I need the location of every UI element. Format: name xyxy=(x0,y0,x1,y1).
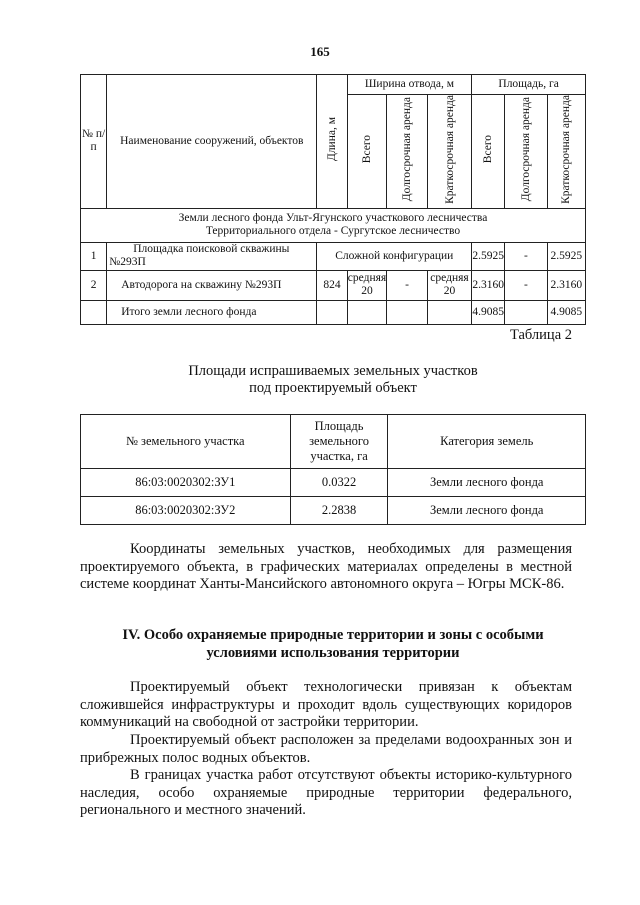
header-width-total: Всего xyxy=(347,95,387,209)
section-title: Земли лесного фонда Ульт-Ягунского участкового лесничества Территориального отдела - Сургутское лесничество xyxy=(81,208,586,242)
row-name: Площадка поисковой скважины №293П xyxy=(107,242,317,270)
header-width-group: Ширина отвода, м xyxy=(347,75,472,95)
header-name: Наименование сооружений, объектов xyxy=(107,75,317,209)
table2-caption: Таблица 2 xyxy=(509,327,572,343)
header-parcel: № земельного участка xyxy=(81,415,291,469)
section-iv-title-line2: условиями использования территории xyxy=(206,645,460,661)
width-merged: Сложной конфигурации xyxy=(317,242,472,270)
header-width-long: Долгосрочная аренда xyxy=(387,95,427,209)
section-iv-title-line1: IV. Особо охраняемые природные территории и зоны с особыми xyxy=(122,627,544,643)
header-category: Категория земель xyxy=(388,415,586,469)
table-row: 86:03:0020302:ЗУ2 2.2838 Земли лесного фонда xyxy=(81,497,586,525)
row-name: Автодорога на скважину №293П xyxy=(107,270,317,300)
table2-title-line1: Площади испрашиваемых земельных участков xyxy=(188,363,478,379)
table-row: 86:03:0020302:ЗУ1 0.0322 Земли лесного фонда xyxy=(81,469,586,497)
header-area-total: Всего xyxy=(472,95,505,209)
page-number: 165 xyxy=(310,44,330,59)
header-area: Площадь земельного участка, га xyxy=(290,415,388,469)
header-area-long: Долгосрочная аренда xyxy=(505,95,547,209)
header-area-short: Краткосрочная аренда xyxy=(547,95,585,209)
land-parcels-table xyxy=(80,414,586,525)
header-num: № п/п xyxy=(81,75,107,209)
coordinates-paragraph: Координаты земельных участков, необходимых для размещения проектируемого объекта, в графических материалах определены в местной системе координат Ханты-Мансийского автономного округа – Югры МСК-86. xyxy=(80,541,572,592)
header-length: Длина, м xyxy=(317,75,347,209)
table-row: 2 Автодорога на скважину №293П 824 средняя 20 - средняя 20 2.3160 - 2.3160 xyxy=(81,270,586,300)
table2-title-line2: под проектируемый объект xyxy=(249,380,417,396)
forest-land-table xyxy=(80,74,586,325)
section-iv-paragraph-3: В границах участка работ отсутствуют объекты историко-культурного наследия, особо охраняемые природные территории федерального, регионального и местного значений. xyxy=(80,767,572,818)
section-iv-paragraph-2: Проектируемый объект расположен за пределами водоохранных зон и прибрежных полос водных объектов. xyxy=(80,732,572,766)
total-row: Итого земли лесного фонда 4.9085 4.9085 xyxy=(81,300,586,324)
header-area-group: Площадь, га xyxy=(472,75,586,95)
table-row: 1 Площадка поисковой скважины №293П Сложной конфигурации 2.5925 - 2.5925 xyxy=(81,242,586,270)
section-iv-paragraph-1: Проектируемый объект технологически привязан к объектам сложившейся инфраструктуры и проходит вдоль существующих коридоров коммуникаций на свободной от застройки территории. xyxy=(80,679,572,730)
header-width-short: Краткосрочная аренда xyxy=(427,95,471,209)
